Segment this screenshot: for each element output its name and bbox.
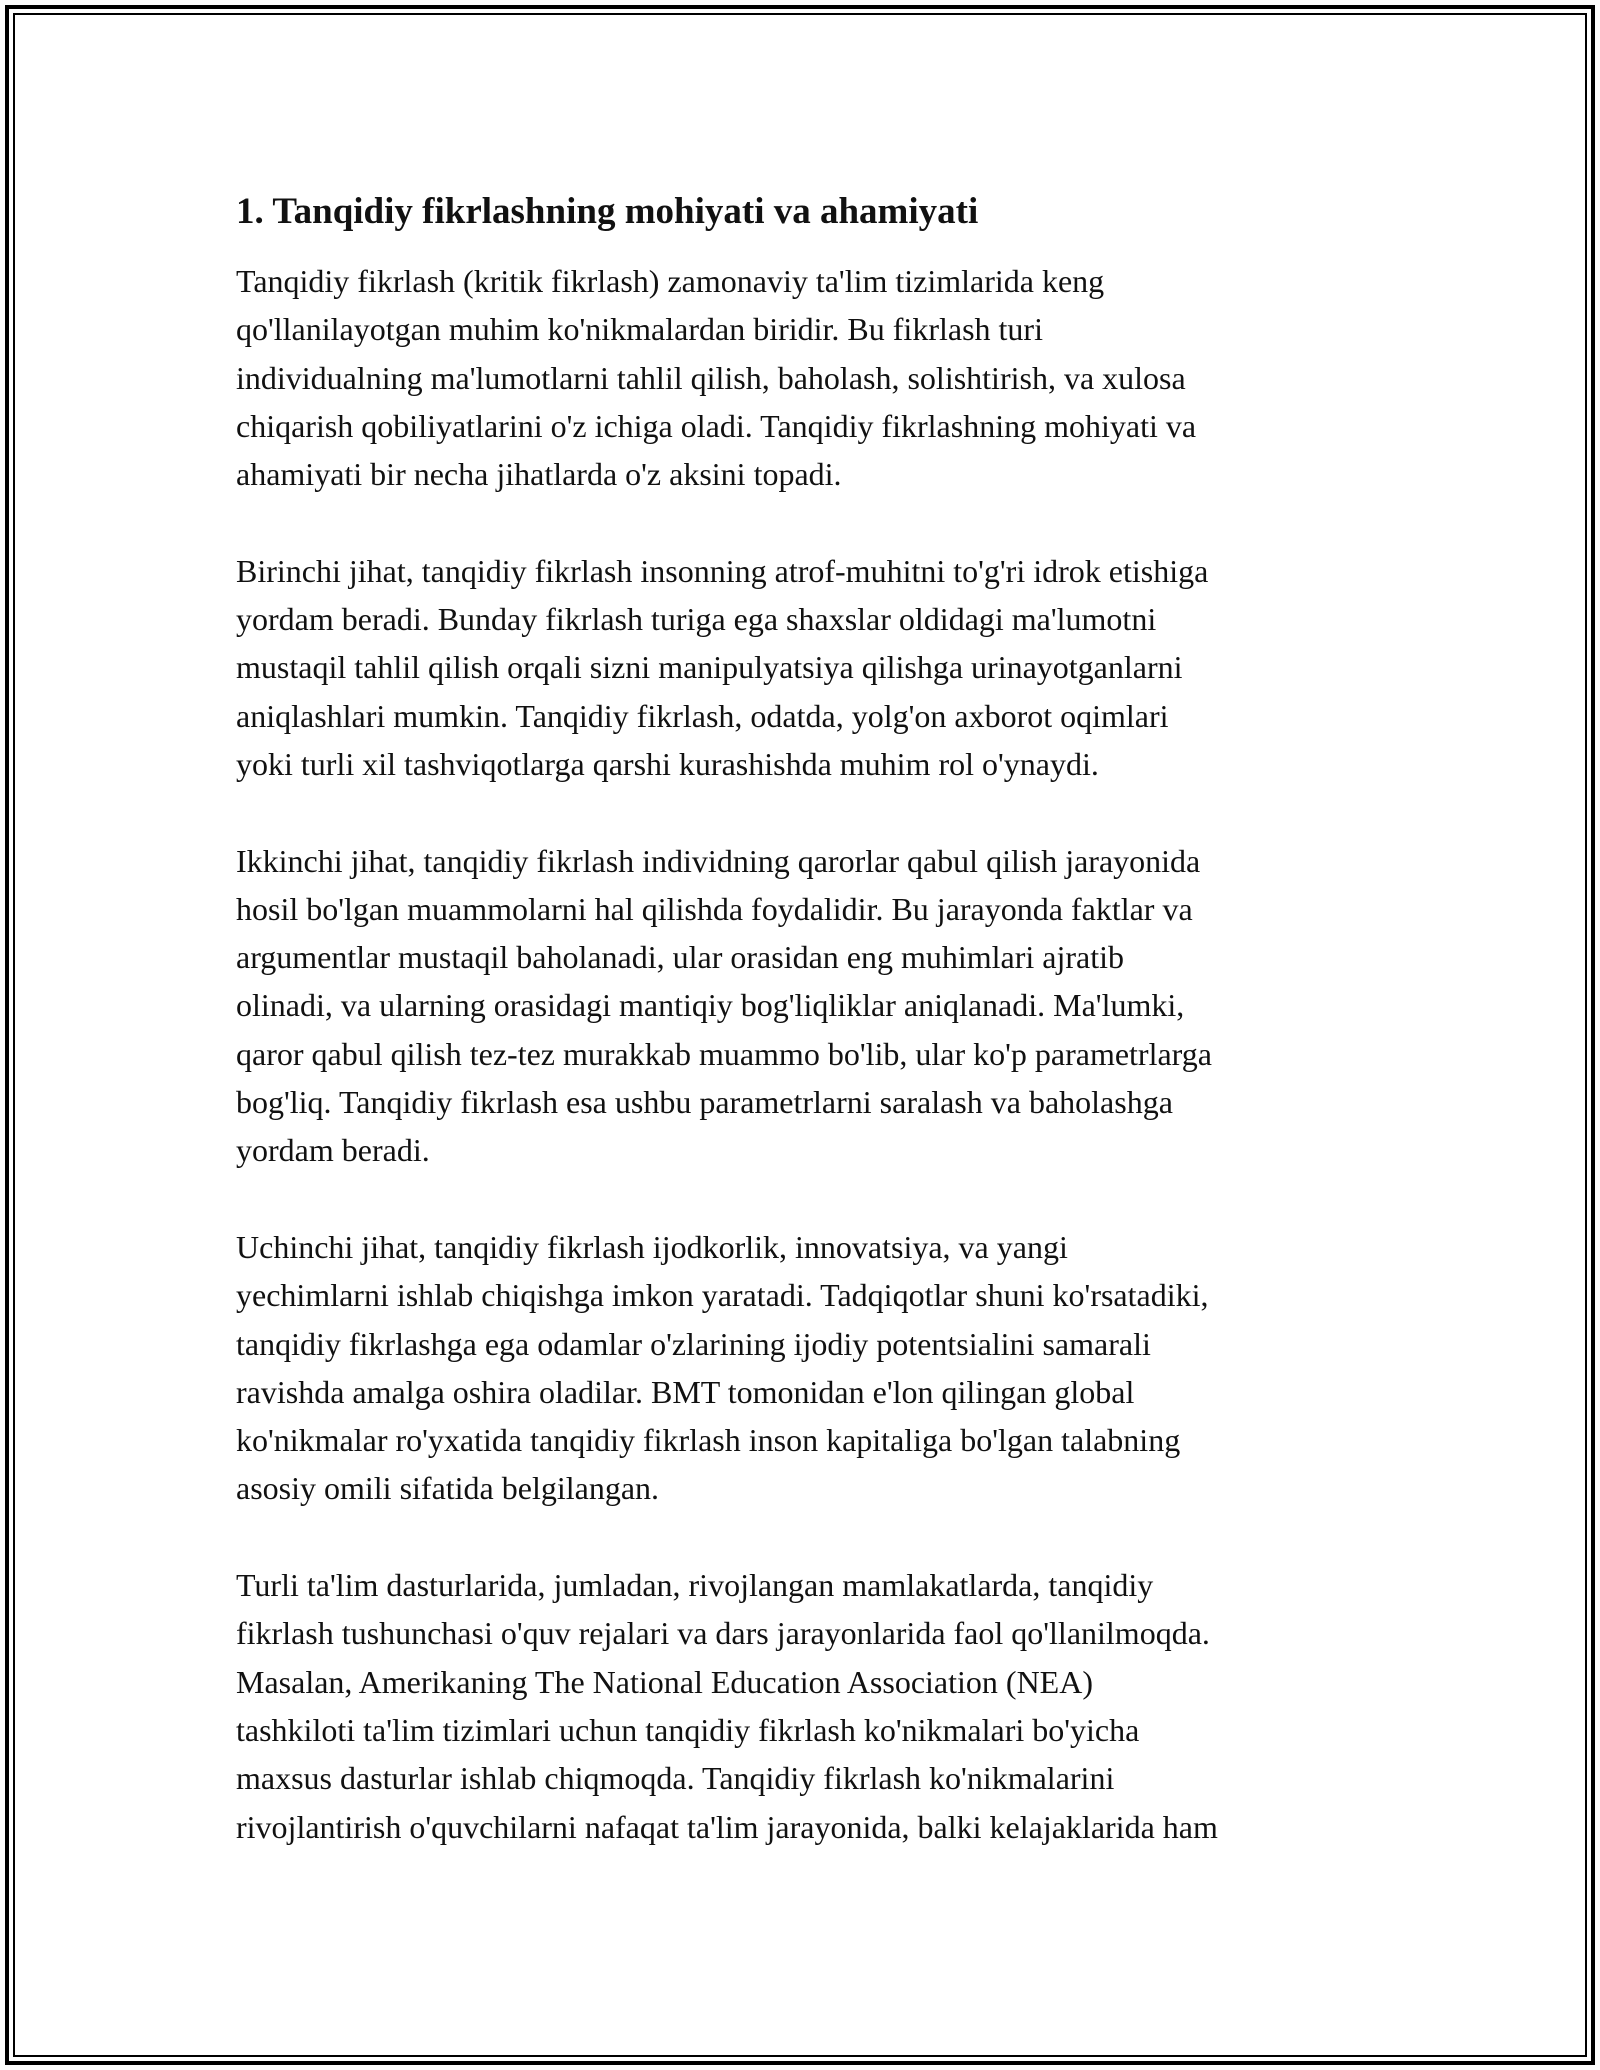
section-heading: 1. Tanqidiy fikrlashning mohiyati va ahamiyati bbox=[236, 191, 979, 232]
text-line: yechimlarni ishlab chiqishga imkon yaratadi. Tadqiqotlar shuni ko'rsatadiki, bbox=[236, 1277, 1209, 1314]
text-line: ravishda amalga oshira oladilar. BMT tomonidan e'lon qilingan global bbox=[236, 1373, 1135, 1410]
text-line: Tanqidiy fikrlash (kritik fikrlash) zamonaviy ta'lim tizimlarida keng bbox=[236, 263, 1105, 299]
paragraph-intro bbox=[236, 257, 1366, 498]
text-line: tanqidiy fikrlashga ega odamlar o'zlarining ijodiy potentsialini samarali bbox=[236, 1325, 1151, 1362]
text-line: Uchinchi jihat, tanqidiy fikrlash ijodkorlik, innovatsiya, va yangi bbox=[236, 1228, 1068, 1265]
text-line: yordam beradi. Bunday fikrlash turiga ega shaxslar oldidagi ma'lumotni bbox=[236, 601, 1157, 638]
paragraph-first-aspect bbox=[236, 547, 1366, 788]
paragraph-education-programs bbox=[236, 1561, 1366, 1851]
text-line: tashkiloti ta'lim tizimlari uchun tanqidiy fikrlash ko'nikmalari bo'yicha bbox=[236, 1711, 1140, 1748]
text-line: Ikkinchi jihat, tanqidiy fikrlash individning qarorlar qabul qilish jarayonida bbox=[236, 842, 1201, 879]
text-line: qaror qabul qilish tez-tez murakkab muammo bo'lib, ular ko'p parametrlarga bbox=[236, 1035, 1212, 1072]
text-line: ko'nikmalar ro'yxatida tanqidiy fikrlash inson kapitaliga bo'lgan talabning bbox=[236, 1422, 1181, 1459]
text-line: yoki turli xil tashviqotlarga qarshi kurashishda muhim rol o'ynaydi. bbox=[236, 745, 1099, 782]
text-line: chiqarish qobiliyatlarini o'z ichiga oladi. Tanqidiy fikrlashning mohiyati va bbox=[236, 407, 1197, 444]
paragraph-gap bbox=[236, 498, 1366, 546]
text-line: mustaqil tahlil qilish orqali sizni manipulyatsiya qilishga urinayotganlarni bbox=[236, 649, 1183, 686]
text-line: rivojlantirish o'quvchilarni nafaqat ta'lim jarayonida, balki kelajaklarida ham bbox=[236, 1808, 1218, 1845]
text-line: Masalan, Amerikaning The National Education Association (NEA) bbox=[236, 1663, 1093, 1700]
paragraph-second-aspect bbox=[236, 837, 1366, 1175]
text-line: ahamiyati bir necha jihatlarda o'z aksini topadi. bbox=[236, 456, 842, 493]
document-body bbox=[236, 188, 1366, 1851]
text-line: maxsus dasturlar ishlab chiqmoqda. Tanqidiy fikrlash ko'nikmalarini bbox=[236, 1760, 1115, 1797]
paragraph-gap bbox=[236, 788, 1366, 836]
text-line: bog'liq. Tanqidiy fikrlash esa ushbu parametrlarni saralash va baholashga bbox=[236, 1084, 1173, 1121]
text-line: argumentlar mustaqil baholanadi, ular orasidan eng muhimlari ajratib bbox=[236, 939, 1125, 976]
text-line: qo'llanilayotgan muhim ko'nikmalardan biridir. Bu fikrlash turi bbox=[236, 311, 1043, 348]
paragraph-gap bbox=[236, 1513, 1366, 1561]
text-line: asosiy omili sifatida belgilangan. bbox=[236, 1470, 660, 1507]
text-line: individualning ma'lumotlarni tahlil qilish, baholash, solishtirish, va xulosa bbox=[236, 359, 1186, 396]
text-line: olinadi, va ularning orasidagi mantiqiy bog'liqliklar aniqlanadi. Ma'lumki, bbox=[236, 987, 1185, 1024]
text-line: Birinchi jihat, tanqidiy fikrlash insonning atrof-muhitni to'g'ri idrok etishiga bbox=[236, 552, 1209, 589]
paragraph-third-aspect bbox=[236, 1223, 1366, 1513]
paragraph-gap bbox=[236, 1175, 1366, 1223]
text-line: yordam beradi. bbox=[236, 1132, 430, 1169]
text-line: fikrlash tushunchasi o'quv rejalari va dars jarayonlarida faol qo'llanilmoqda. bbox=[236, 1615, 1210, 1652]
text-line: hosil bo'lgan muammolarni hal qilishda foydalidir. Bu jarayonda faktlar va bbox=[236, 890, 1193, 927]
text-line: aniqlashlari mumkin. Tanqidiy fikrlash, odatda, yolg'on axborot oqimlari bbox=[236, 697, 1169, 734]
text-line: Turli ta'lim dasturlarida, jumladan, rivojlangan mamlakatlarda, tanqidiy bbox=[236, 1567, 1154, 1604]
